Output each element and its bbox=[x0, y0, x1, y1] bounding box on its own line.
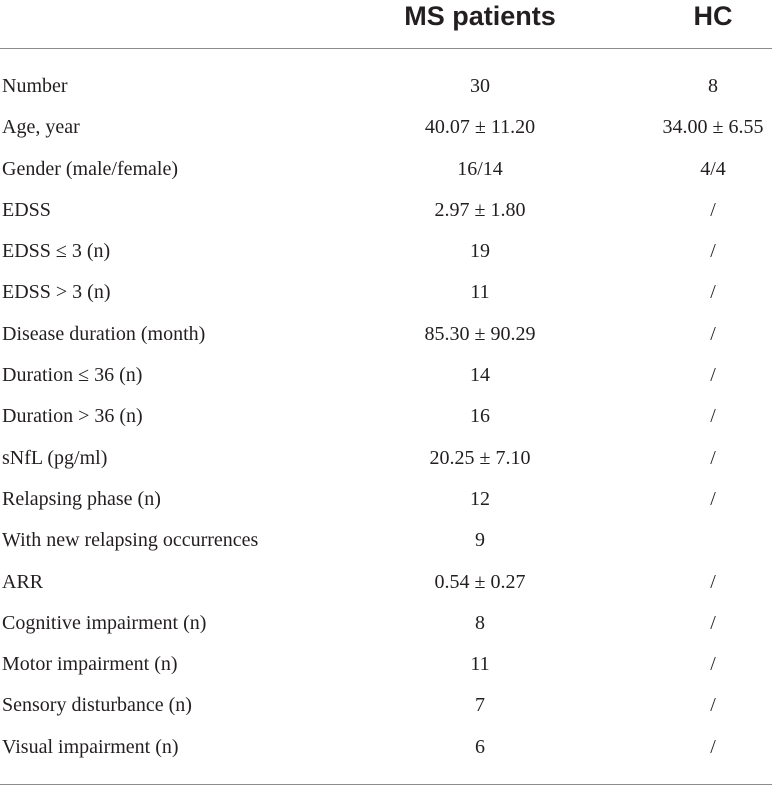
row-label: Duration ≤ 36 (n) bbox=[2, 364, 143, 387]
row-ms-value: 85.30 ± 90.29 bbox=[424, 322, 536, 345]
table-row bbox=[0, 396, 772, 437]
table-body bbox=[0, 66, 772, 768]
row-label: Cognitive impairment (n) bbox=[2, 611, 207, 634]
header-hc: HC bbox=[693, 1, 733, 31]
row-ms-value: 20.25 ± 7.10 bbox=[429, 446, 531, 469]
row-hc-value: / bbox=[710, 694, 716, 717]
row-hc-value: 8 bbox=[708, 75, 718, 97]
table-bottom-rule bbox=[0, 784, 772, 785]
table-row bbox=[0, 603, 772, 644]
table-row bbox=[0, 149, 772, 190]
row-label: Gender (male/female) bbox=[2, 157, 179, 180]
table-row bbox=[0, 644, 772, 685]
row-hc-value: / bbox=[710, 322, 716, 345]
row-ms-value: 16 bbox=[470, 405, 490, 428]
row-label: Relapsing phase (n) bbox=[2, 487, 161, 510]
row-label: sNfL (pg/ml) bbox=[2, 446, 108, 469]
row-hc-value: / bbox=[710, 570, 716, 593]
row-ms-value: 2.97 ± 1.80 bbox=[434, 198, 526, 221]
row-ms-value: 6 bbox=[475, 735, 485, 758]
row-hc-value: / bbox=[710, 735, 716, 758]
table-row bbox=[0, 190, 772, 231]
table-row bbox=[0, 314, 772, 355]
row-ms-value: 30 bbox=[470, 75, 490, 97]
row-hc-value: / bbox=[710, 487, 716, 510]
row-label: Age, year bbox=[2, 116, 80, 139]
row-ms-value: 8 bbox=[475, 611, 485, 634]
row-hc-value: / bbox=[710, 240, 716, 263]
row-ms-value: 16/14 bbox=[457, 157, 503, 180]
row-ms-value: 14 bbox=[470, 364, 490, 387]
table-row bbox=[0, 107, 772, 148]
row-label: ARR bbox=[2, 570, 44, 593]
row-ms-value: 19 bbox=[470, 240, 490, 263]
table-row bbox=[0, 727, 772, 768]
row-label: With new relapsing occurrences bbox=[2, 529, 259, 552]
row-hc-value: / bbox=[710, 198, 716, 221]
row-ms-value: 9 bbox=[475, 529, 485, 552]
table-row bbox=[0, 355, 772, 396]
header-ms-patients: MS patients bbox=[404, 1, 556, 31]
row-label: Duration > 36 (n) bbox=[2, 405, 143, 428]
row-ms-value: 40.07 ± 11.20 bbox=[424, 116, 536, 139]
row-hc-value: 4/4 bbox=[700, 157, 726, 180]
row-hc-value: / bbox=[710, 405, 716, 428]
row-hc-value: 34.00 ± 6.55 bbox=[662, 116, 764, 139]
row-ms-value: 0.54 ± 0.27 bbox=[434, 570, 526, 593]
table-row bbox=[0, 272, 772, 313]
table-row bbox=[0, 562, 772, 603]
row-hc-value bbox=[642, 520, 772, 561]
row-label: Sensory disturbance (n) bbox=[2, 694, 192, 717]
row-ms-value: 7 bbox=[475, 694, 485, 717]
row-hc-value: / bbox=[710, 446, 716, 469]
row-hc-value: / bbox=[710, 653, 716, 676]
row-label: EDSS bbox=[2, 198, 51, 221]
row-label: Number bbox=[2, 75, 68, 97]
row-hc-value: / bbox=[710, 611, 716, 634]
table-header-row bbox=[0, 0, 772, 48]
row-label: Motor impairment (n) bbox=[2, 653, 178, 676]
row-label: Disease duration (month) bbox=[2, 322, 206, 345]
row-label: EDSS ≤ 3 (n) bbox=[2, 240, 111, 263]
table-row bbox=[0, 438, 772, 479]
table-row bbox=[0, 231, 772, 272]
table-top-rule bbox=[0, 48, 772, 49]
row-label: Visual impairment (n) bbox=[2, 735, 179, 758]
row-label: EDSS > 3 (n) bbox=[2, 281, 111, 304]
row-ms-value: 11 bbox=[470, 281, 490, 304]
table-row bbox=[0, 685, 772, 726]
table-row bbox=[0, 520, 772, 561]
row-hc-value: / bbox=[710, 364, 716, 387]
row-hc-value: / bbox=[710, 281, 716, 304]
table-row bbox=[0, 479, 772, 520]
table-row bbox=[0, 66, 772, 107]
row-ms-value: 12 bbox=[470, 487, 490, 510]
row-ms-value: 11 bbox=[470, 653, 490, 676]
